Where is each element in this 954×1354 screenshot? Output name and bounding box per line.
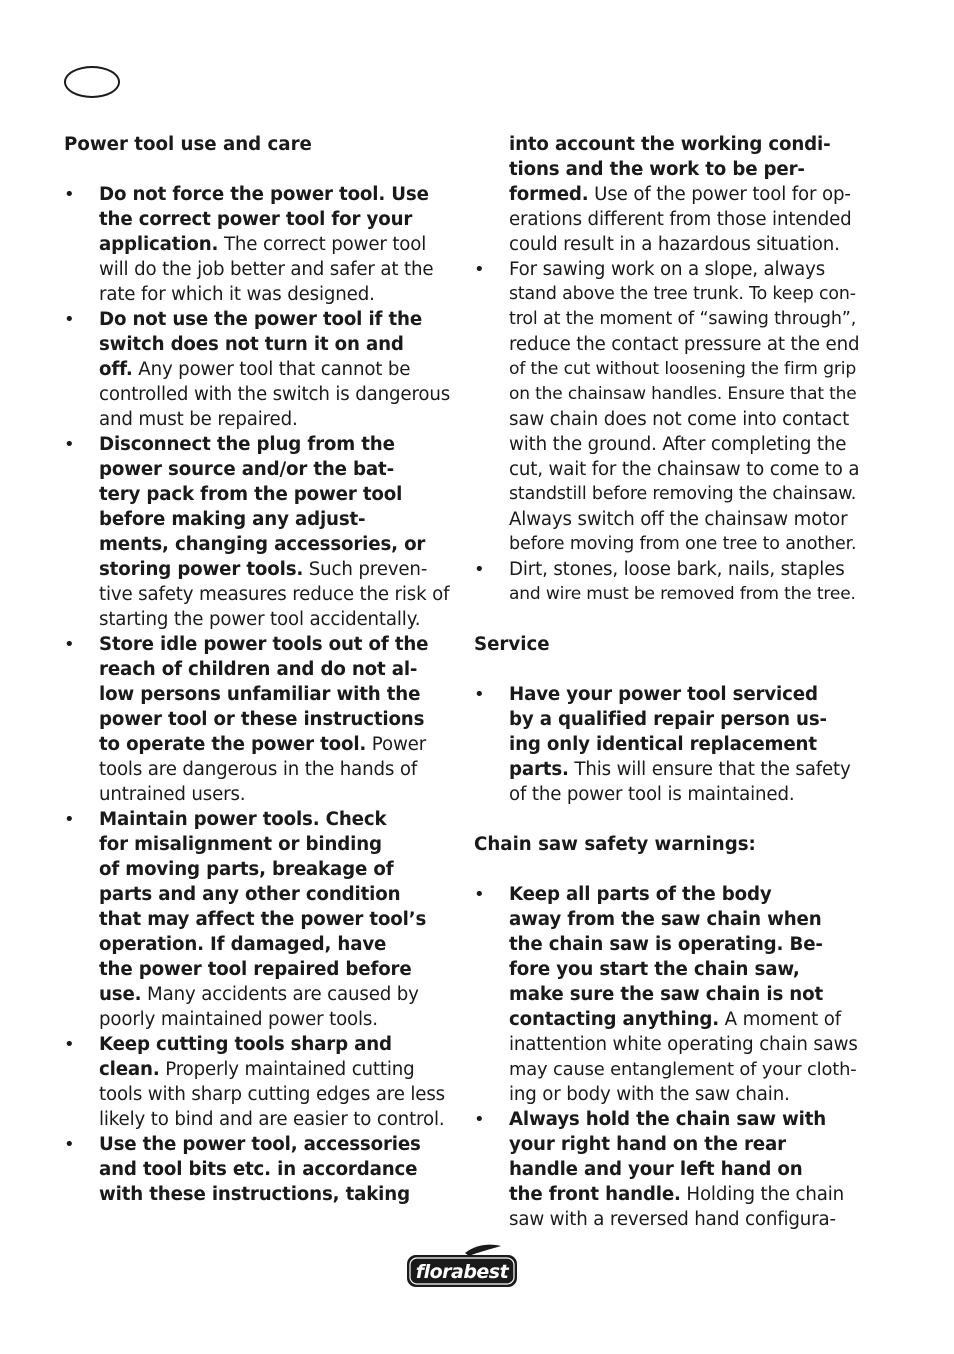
bold-text: ing only identical replacement bbox=[509, 734, 817, 755]
florabest-logo bbox=[405, 1243, 519, 1289]
section-heading-power-tool-use: Power tool use and care bbox=[64, 134, 312, 155]
bullet-item bbox=[64, 1032, 454, 1132]
text-line bbox=[99, 982, 454, 1007]
bold-text: Have your power tool serviced bbox=[509, 684, 818, 705]
left-column bbox=[64, 132, 454, 1207]
text-line bbox=[99, 357, 454, 382]
bullet-icon: • bbox=[64, 434, 75, 455]
regular-text: Many accidents are caused by bbox=[141, 984, 419, 1005]
regular-text: Any power tool that cannot be bbox=[132, 359, 411, 380]
text-line bbox=[509, 257, 860, 282]
bold-text: tions and the work to be per- bbox=[509, 159, 805, 180]
bullet-item bbox=[474, 1107, 860, 1232]
spacer bbox=[474, 657, 860, 682]
text-line bbox=[99, 1007, 454, 1032]
text-line bbox=[509, 207, 860, 232]
bullet-icon: • bbox=[474, 259, 485, 280]
bold-text: the chain saw is operating. Be- bbox=[509, 934, 823, 955]
text-line bbox=[99, 857, 454, 882]
regular-text: starting the power tool accidentally. bbox=[99, 609, 421, 630]
regular-text: reduce the contact pressure at the end bbox=[509, 334, 860, 355]
regular-text: inattention white operating chain saws bbox=[509, 1034, 858, 1055]
text-line bbox=[509, 1057, 860, 1082]
bullet-icon: • bbox=[64, 309, 75, 330]
regular-text: A moment of bbox=[719, 1009, 841, 1030]
regular-text: tools with sharp cutting edges are less bbox=[99, 1084, 445, 1105]
bullet-item bbox=[474, 882, 860, 1107]
text-line bbox=[509, 757, 860, 782]
text-line bbox=[99, 407, 454, 432]
text-line bbox=[99, 1132, 454, 1157]
regular-text: Power bbox=[366, 734, 427, 755]
text-line bbox=[99, 182, 454, 207]
text-line bbox=[99, 507, 454, 532]
bold-text: that may affect the power tool’s bbox=[99, 909, 427, 930]
section-heading-service: Service bbox=[474, 634, 550, 655]
text-line bbox=[99, 207, 454, 232]
logo-text: florabest bbox=[415, 1261, 509, 1283]
bullet-icon: • bbox=[474, 1109, 485, 1130]
text-line bbox=[99, 732, 454, 757]
bold-text: low persons unfamiliar with the bbox=[99, 684, 421, 705]
bold-text: parts. bbox=[509, 759, 569, 780]
bold-text: application. bbox=[99, 234, 219, 255]
regular-text: Always switch off the chainsaw motor bbox=[509, 509, 848, 530]
regular-text: saw chain does not come into contact bbox=[509, 409, 850, 430]
bullet-item bbox=[64, 182, 454, 307]
bold-text: away from the saw chain when bbox=[509, 909, 822, 930]
bold-text: handle and your left hand on bbox=[509, 1159, 803, 1180]
bold-text: for misalignment or binding bbox=[99, 834, 382, 855]
bullet-icon: • bbox=[64, 809, 75, 830]
text-line bbox=[509, 707, 860, 732]
bold-text: Disconnect the plug from the bbox=[99, 434, 395, 455]
text-line bbox=[99, 832, 454, 857]
text-line bbox=[99, 1182, 454, 1207]
text-line bbox=[509, 1007, 860, 1032]
text-line bbox=[509, 382, 860, 407]
regular-text: poorly maintained power tools. bbox=[99, 1009, 378, 1030]
text-line bbox=[509, 182, 860, 207]
bold-text: your right hand on the rear bbox=[509, 1134, 786, 1155]
regular-text: of the power tool is maintained. bbox=[509, 784, 795, 805]
bold-text: clean. bbox=[99, 1059, 160, 1080]
spacer bbox=[64, 157, 454, 182]
regular-text: of the cut without loosening the firm grip bbox=[509, 359, 857, 379]
bold-text: contacting anything. bbox=[509, 1009, 720, 1030]
bold-text: Do not use the power tool if the bbox=[99, 309, 423, 330]
text-line bbox=[99, 1032, 454, 1057]
section-heading-chain-saw-warnings: Chain saw safety warnings: bbox=[474, 834, 756, 855]
bullet-item bbox=[474, 682, 860, 807]
regular-text: Such preven- bbox=[303, 559, 428, 580]
text-line bbox=[99, 957, 454, 982]
bullet-icon: • bbox=[474, 559, 485, 580]
bold-text: before making any adjust- bbox=[99, 509, 366, 530]
text-line bbox=[99, 707, 454, 732]
bold-text: Maintain power tools. Check bbox=[99, 809, 387, 830]
spacer bbox=[474, 607, 860, 632]
text-line bbox=[509, 282, 860, 307]
right-column bbox=[474, 132, 860, 1232]
regular-text: controlled with the switch is dangerous bbox=[99, 384, 451, 405]
text-line bbox=[509, 407, 860, 432]
regular-text: stand above the tree trunk. To keep con- bbox=[509, 284, 856, 304]
text-line bbox=[509, 1107, 860, 1132]
bullet-icon: • bbox=[64, 184, 75, 205]
regular-text: cut, wait for the chainsaw to come to a bbox=[509, 459, 860, 480]
text-line bbox=[99, 532, 454, 557]
regular-text: Properly maintained cutting bbox=[159, 1059, 415, 1080]
bold-text: of moving parts, breakage of bbox=[99, 859, 394, 880]
text-line bbox=[99, 382, 454, 407]
logo-leaf-icon bbox=[465, 1245, 501, 1256]
text-line bbox=[509, 582, 860, 607]
text-line bbox=[509, 732, 860, 757]
regular-text: with the ground. After completing the bbox=[509, 434, 847, 455]
regular-text: may cause entanglement of your cloth- bbox=[509, 1059, 857, 1080]
text-line bbox=[99, 1157, 454, 1182]
bold-text: by a qualified repair person us- bbox=[509, 709, 827, 730]
text-line bbox=[99, 682, 454, 707]
text-line bbox=[99, 332, 454, 357]
bold-text: and tool bits etc. in accordance bbox=[99, 1159, 418, 1180]
text-line bbox=[509, 507, 860, 532]
bold-text: switch does not turn it on and bbox=[99, 334, 404, 355]
regular-text: ing or body with the saw chain. bbox=[509, 1084, 790, 1105]
bullet-icon: • bbox=[474, 684, 485, 705]
regular-text: likely to bind and are easier to control. bbox=[99, 1109, 445, 1130]
bold-text: Store idle power tools out of the bbox=[99, 634, 429, 655]
bold-text: the front handle. bbox=[509, 1184, 681, 1205]
regular-text: rate for which it was designed. bbox=[99, 284, 375, 305]
regular-text: This will ensure that the safety bbox=[568, 759, 851, 780]
bullet-item bbox=[64, 632, 454, 807]
text-line bbox=[509, 482, 860, 507]
text-line bbox=[509, 1207, 860, 1232]
bold-text: power tool or these instructions bbox=[99, 709, 425, 730]
bullet-icon: • bbox=[474, 884, 485, 905]
text-line bbox=[99, 782, 454, 807]
bullet-item bbox=[64, 307, 454, 432]
spacer bbox=[474, 857, 860, 882]
text-line bbox=[99, 1057, 454, 1082]
text-line bbox=[509, 232, 860, 257]
text-line bbox=[509, 532, 860, 557]
bullet-icon: • bbox=[64, 634, 75, 655]
bold-text: Keep cutting tools sharp and bbox=[99, 1034, 392, 1055]
text-line bbox=[99, 557, 454, 582]
text-line bbox=[509, 357, 860, 382]
text-line bbox=[509, 1182, 860, 1207]
bold-text: with these instructions, taking bbox=[99, 1184, 410, 1205]
text-line bbox=[509, 882, 860, 907]
bullet-item bbox=[474, 257, 860, 557]
bold-text: use. bbox=[99, 984, 142, 1005]
regular-text: before moving from one tree to another. bbox=[509, 534, 857, 554]
regular-text: saw with a reversed hand configura- bbox=[509, 1209, 836, 1230]
bold-text: formed. bbox=[509, 184, 589, 205]
text-line bbox=[509, 157, 860, 182]
regular-text: erations different from those intended bbox=[509, 209, 852, 230]
spacer bbox=[474, 807, 860, 832]
text-line bbox=[99, 582, 454, 607]
bold-text: the correct power tool for your bbox=[99, 209, 413, 230]
bold-text: tery pack from the power tool bbox=[99, 484, 403, 505]
text-line bbox=[509, 957, 860, 982]
bold-text: the power tool repaired before bbox=[99, 959, 412, 980]
bold-text: ments, changing accessories, or bbox=[99, 534, 426, 555]
text-line bbox=[509, 432, 860, 457]
regular-text: and must be repaired. bbox=[99, 409, 298, 430]
text-line bbox=[99, 632, 454, 657]
bullet-item bbox=[64, 432, 454, 632]
bold-text: Always hold the chain saw with bbox=[509, 1109, 827, 1130]
text-line bbox=[99, 657, 454, 682]
bold-text: Keep all parts of the body bbox=[509, 884, 772, 905]
regular-text: standstill before removing the chainsaw. bbox=[509, 484, 857, 504]
bold-text: into account the working condi- bbox=[509, 134, 831, 155]
regular-text: Holding the chain bbox=[680, 1184, 845, 1205]
text-line bbox=[99, 907, 454, 932]
text-line bbox=[509, 982, 860, 1007]
text-line bbox=[509, 1132, 860, 1157]
regular-text: untrained users. bbox=[99, 784, 246, 805]
text-line bbox=[99, 257, 454, 282]
continued-bullet-text bbox=[474, 132, 860, 257]
text-line bbox=[509, 132, 860, 157]
regular-text: tools are dangerous in the hands of bbox=[99, 759, 418, 780]
bold-text: power source and/or the bat- bbox=[99, 459, 394, 480]
bold-text: operation. If damaged, have bbox=[99, 934, 387, 955]
regular-text: will do the job better and safer at the bbox=[99, 259, 434, 280]
regular-text: Use of the power tool for op- bbox=[588, 184, 851, 205]
text-line bbox=[99, 1107, 454, 1132]
text-line bbox=[99, 932, 454, 957]
text-line bbox=[99, 282, 454, 307]
text-line bbox=[509, 1082, 860, 1107]
bold-text: fore you start the chain saw, bbox=[509, 959, 800, 980]
bold-text: Use the power tool, accessories bbox=[99, 1134, 421, 1155]
bold-text: to operate the power tool. bbox=[99, 734, 367, 755]
regular-text: For sawing work on a slope, always bbox=[509, 259, 826, 280]
language-badge bbox=[64, 66, 120, 98]
bold-text: off. bbox=[99, 359, 133, 380]
bold-text: Do not force the power tool. Use bbox=[99, 184, 429, 205]
regular-text: on the chainsaw handles. Ensure that the bbox=[509, 384, 857, 404]
regular-text: The correct power tool bbox=[218, 234, 427, 255]
bold-text: make sure the saw chain is not bbox=[509, 984, 823, 1005]
text-line bbox=[99, 882, 454, 907]
regular-text: could result in a hazardous situation. bbox=[509, 234, 840, 255]
bold-text: parts and any other condition bbox=[99, 884, 401, 905]
text-line bbox=[509, 907, 860, 932]
text-line bbox=[99, 457, 454, 482]
text-line bbox=[509, 457, 860, 482]
text-line bbox=[509, 332, 860, 357]
bullet-icon: • bbox=[64, 1034, 75, 1055]
bullet-item bbox=[64, 807, 454, 1032]
text-line bbox=[509, 682, 860, 707]
bullet-item bbox=[64, 1132, 454, 1207]
text-line bbox=[509, 932, 860, 957]
bold-text: storing power tools. bbox=[99, 559, 304, 580]
regular-text: trol at the moment of “sawing through”, bbox=[509, 309, 857, 329]
text-line bbox=[99, 607, 454, 632]
text-line bbox=[509, 557, 860, 582]
text-line bbox=[99, 807, 454, 832]
text-line bbox=[509, 1032, 860, 1057]
text-line bbox=[99, 482, 454, 507]
regular-text: and wire must be removed from the tree. bbox=[509, 584, 856, 604]
text-line bbox=[99, 1082, 454, 1107]
regular-text: tive safety measures reduce the risk of bbox=[99, 584, 450, 605]
text-line bbox=[99, 307, 454, 332]
text-line bbox=[509, 782, 860, 807]
text-line bbox=[509, 307, 860, 332]
text-line bbox=[99, 232, 454, 257]
bold-text: reach of children and do not al- bbox=[99, 659, 418, 680]
bullet-icon: • bbox=[64, 1134, 75, 1155]
text-line bbox=[509, 1157, 860, 1182]
bullet-item bbox=[474, 557, 860, 607]
text-line bbox=[99, 757, 454, 782]
regular-text: Dirt, stones, loose bark, nails, staples bbox=[509, 559, 845, 580]
text-line bbox=[99, 432, 454, 457]
